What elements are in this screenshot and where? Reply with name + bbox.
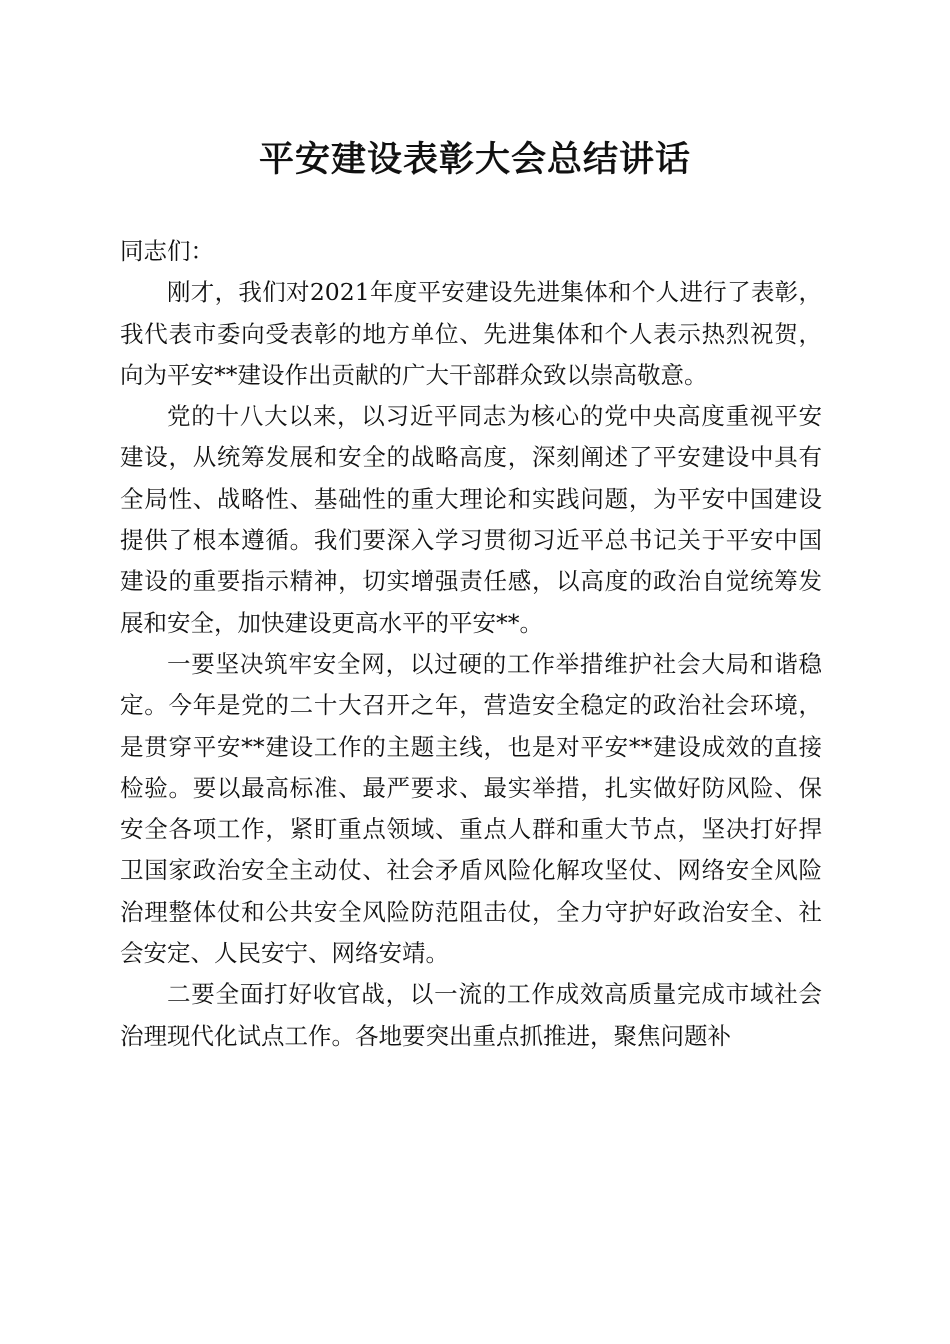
paragraph-1: 刚才，我们对2021年度平安建设先进集体和个人进行了表彰，我代表市委向受表彰的地方单位、先进集体和个人表示热烈祝贺，向为平安**建设作出贡献的广大干部群众致以崇高敬意。	[120, 278, 822, 389]
paragraph-4: 二要全面打好收官战，以一流的工作成效高质量完成市域社会治理现代化试点工作。各地要突出重点抓推进，聚焦问题补	[120, 980, 822, 1050]
paragraph-2: 党的十八大以来，以习近平同志为核心的党中央高度重视平安建设，从统筹发展和安全的战略高度，深刻阐述了平安建设中具有全局性、战略性、基础性的重大理论和实践问题，为平安中国建设提供了根本遵循。我们要深入学习贯彻习近平总书记关于平安中国建设的重要指示精神，切实增强责任感，以高度的政治自觉统筹发展和安全，加快建设更高水平的平安**。	[120, 402, 822, 637]
salutation: 同志们：	[120, 237, 214, 265]
document-title: 平安建设表彰大会总结讲话	[258, 139, 691, 180]
document-body	[120, 231, 822, 1057]
paragraph-3: 一要坚决筑牢安全网，以过硬的工作举措维护社会大局和谐稳定。今年是党的二十大召开之年，营造安全稳定的政治社会环境，是贯穿平安**建设工作的主题主线，也是对平安**建设成效的直接检验。要以最高标准、最严要求、最实举措，扎实做好防风险、保安全各项工作，紧盯重点领域、重点人群和重大节点，坚决打好捍卫国家政治安全主动仗、社会矛盾风险化解攻坚仗、网络安全风险治理整体仗和公共安全风险防范阻击仗，全力守护好政治安全、社会安定、人民安宁、网络安靖。	[120, 649, 822, 968]
